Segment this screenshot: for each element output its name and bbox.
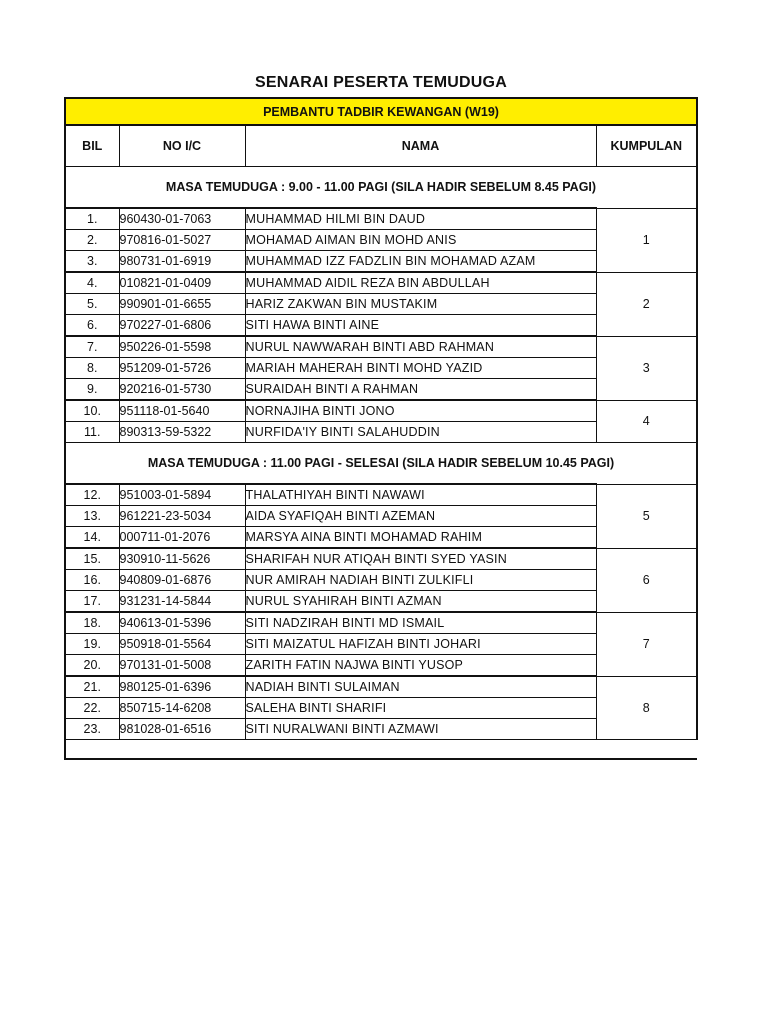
cell-nama: MOHAMAD AIMAN BIN MOHD ANIS [245,230,596,251]
cell-bil: 4. [65,272,119,294]
cell-kumpulan: 7 [596,612,697,676]
cell-ic-number: 940809-01-6876 [119,570,245,591]
table-row [65,336,697,358]
header-ic: NO I/C [119,125,245,167]
cell-nama: NURUL NAWWARAH BINTI ABD RAHMAN [245,336,596,358]
session-header-row [65,167,697,209]
table-row [65,548,697,570]
cell-ic-number: 850715-14-6208 [119,698,245,719]
cell-ic-number: 951118-01-5640 [119,400,245,422]
cell-kumpulan: 3 [596,336,697,400]
participant-table-body [65,98,697,759]
cell-ic-number: 981028-01-6516 [119,719,245,740]
cell-ic-number: 990901-01-6655 [119,294,245,315]
cell-nama: MUHAMMAD IZZ FADZLIN BIN MOHAMAD AZAM [245,251,596,273]
cell-ic-number: 951209-01-5726 [119,358,245,379]
table-row [65,208,697,230]
cell-bil: 7. [65,336,119,358]
position-title: PEMBANTU TADBIR KEWANGAN (W19) [65,98,697,125]
table-row [65,612,697,634]
cell-bil: 19. [65,634,119,655]
cell-ic-number: 970227-01-6806 [119,315,245,337]
table-footer-row [65,740,697,760]
cell-bil: 20. [65,655,119,677]
cell-bil: 5. [65,294,119,315]
cell-ic-number: 920216-01-5730 [119,379,245,401]
cell-nama: MARSYA AINA BINTI MOHAMAD RAHIM [245,527,596,549]
cell-ic-number: 890313-59-5322 [119,422,245,443]
cell-ic-number: 950226-01-5598 [119,336,245,358]
cell-nama: NURFIDA'IY BINTI SALAHUDDIN [245,422,596,443]
cell-bil: 18. [65,612,119,634]
cell-bil: 2. [65,230,119,251]
cell-ic-number: 980731-01-6919 [119,251,245,273]
cell-bil: 8. [65,358,119,379]
cell-ic-number: 970816-01-5027 [119,230,245,251]
cell-nama: NORNAJIHA BINTI JONO [245,400,596,422]
position-banner-row [65,98,697,125]
cell-nama: SALEHA BINTI SHARIFI [245,698,596,719]
table-row [65,484,697,506]
cell-nama: NURUL SYAHIRAH BINTI AZMAN [245,591,596,613]
cell-bil: 3. [65,251,119,273]
cell-nama: NUR AMIRAH NADIAH BINTI ZULKIFLI [245,570,596,591]
cell-bil: 16. [65,570,119,591]
cell-nama: THALATHIYAH BINTI NAWAWI [245,484,596,506]
session-time-label: MASA TEMUDUGA : 9.00 - 11.00 PAGI (SILA HADIR SEBELUM 8.45 PAGI) [65,167,697,209]
participant-table [64,97,698,760]
cell-ic-number: 931231-14-5844 [119,591,245,613]
cell-nama: AIDA SYAFIQAH BINTI AZEMAN [245,506,596,527]
cell-bil: 9. [65,379,119,401]
cell-ic-number: 010821-01-0409 [119,272,245,294]
cell-nama: SURAIDAH BINTI A RAHMAN [245,379,596,401]
table-row [65,400,697,422]
cell-nama: HARIZ ZAKWAN BIN MUSTAKIM [245,294,596,315]
cell-ic-number: 980125-01-6396 [119,676,245,698]
cell-bil: 14. [65,527,119,549]
cell-bil: 11. [65,422,119,443]
cell-ic-number: 960430-01-7063 [119,208,245,230]
cell-nama: ZARITH FATIN NAJWA BINTI YUSOP [245,655,596,677]
cell-ic-number: 940613-01-5396 [119,612,245,634]
cell-kumpulan: 4 [596,400,697,443]
header-nama: NAMA [245,125,596,167]
document-title: SENARAI PESERTA TEMUDUGA [255,74,507,91]
cell-bil: 13. [65,506,119,527]
cell-ic-number: 951003-01-5894 [119,484,245,506]
cell-bil: 17. [65,591,119,613]
cell-nama: MUHAMMAD AIDIL REZA BIN ABDULLAH [245,272,596,294]
cell-bil: 10. [65,400,119,422]
cell-ic-number: 000711-01-2076 [119,527,245,549]
cell-nama: SHARIFAH NUR ATIQAH BINTI SYED YASIN [245,548,596,570]
cell-nama: MUHAMMAD HILMI BIN DAUD [245,208,596,230]
cell-nama: MARIAH MAHERAH BINTI MOHD YAZID [245,358,596,379]
cell-nama: SITI MAIZATUL HAFIZAH BINTI JOHARI [245,634,596,655]
header-kumpulan: KUMPULAN [596,125,697,167]
cell-nama: NADIAH BINTI SULAIMAN [245,676,596,698]
cell-ic-number: 970131-01-5008 [119,655,245,677]
participant-table-container [64,97,698,760]
cell-kumpulan: 2 [596,272,697,336]
cell-kumpulan: 1 [596,208,697,272]
cell-nama: SITI NURALWANI BINTI AZMAWI [245,719,596,740]
cell-ic-number: 961221-23-5034 [119,506,245,527]
cell-bil: 12. [65,484,119,506]
table-row [65,676,697,698]
cell-bil: 6. [65,315,119,337]
cell-nama: SITI HAWA BINTI AINE [245,315,596,337]
empty-footer-cell [65,740,697,760]
cell-kumpulan: 5 [596,484,697,548]
cell-ic-number: 950918-01-5564 [119,634,245,655]
session-header-row [65,443,697,485]
cell-bil: 1. [65,208,119,230]
table-row [65,272,697,294]
table-header-row [65,125,697,167]
cell-bil: 22. [65,698,119,719]
cell-kumpulan: 8 [596,676,697,740]
session-time-label: MASA TEMUDUGA : 11.00 PAGI - SELESAI (SILA HADIR SEBELUM 10.45 PAGI) [65,443,697,485]
cell-kumpulan: 6 [596,548,697,612]
header-bil: BIL [65,125,119,167]
cell-nama: SITI NADZIRAH BINTI MD ISMAIL [245,612,596,634]
cell-ic-number: 930910-11-5626 [119,548,245,570]
cell-bil: 21. [65,676,119,698]
cell-bil: 15. [65,548,119,570]
cell-bil: 23. [65,719,119,740]
